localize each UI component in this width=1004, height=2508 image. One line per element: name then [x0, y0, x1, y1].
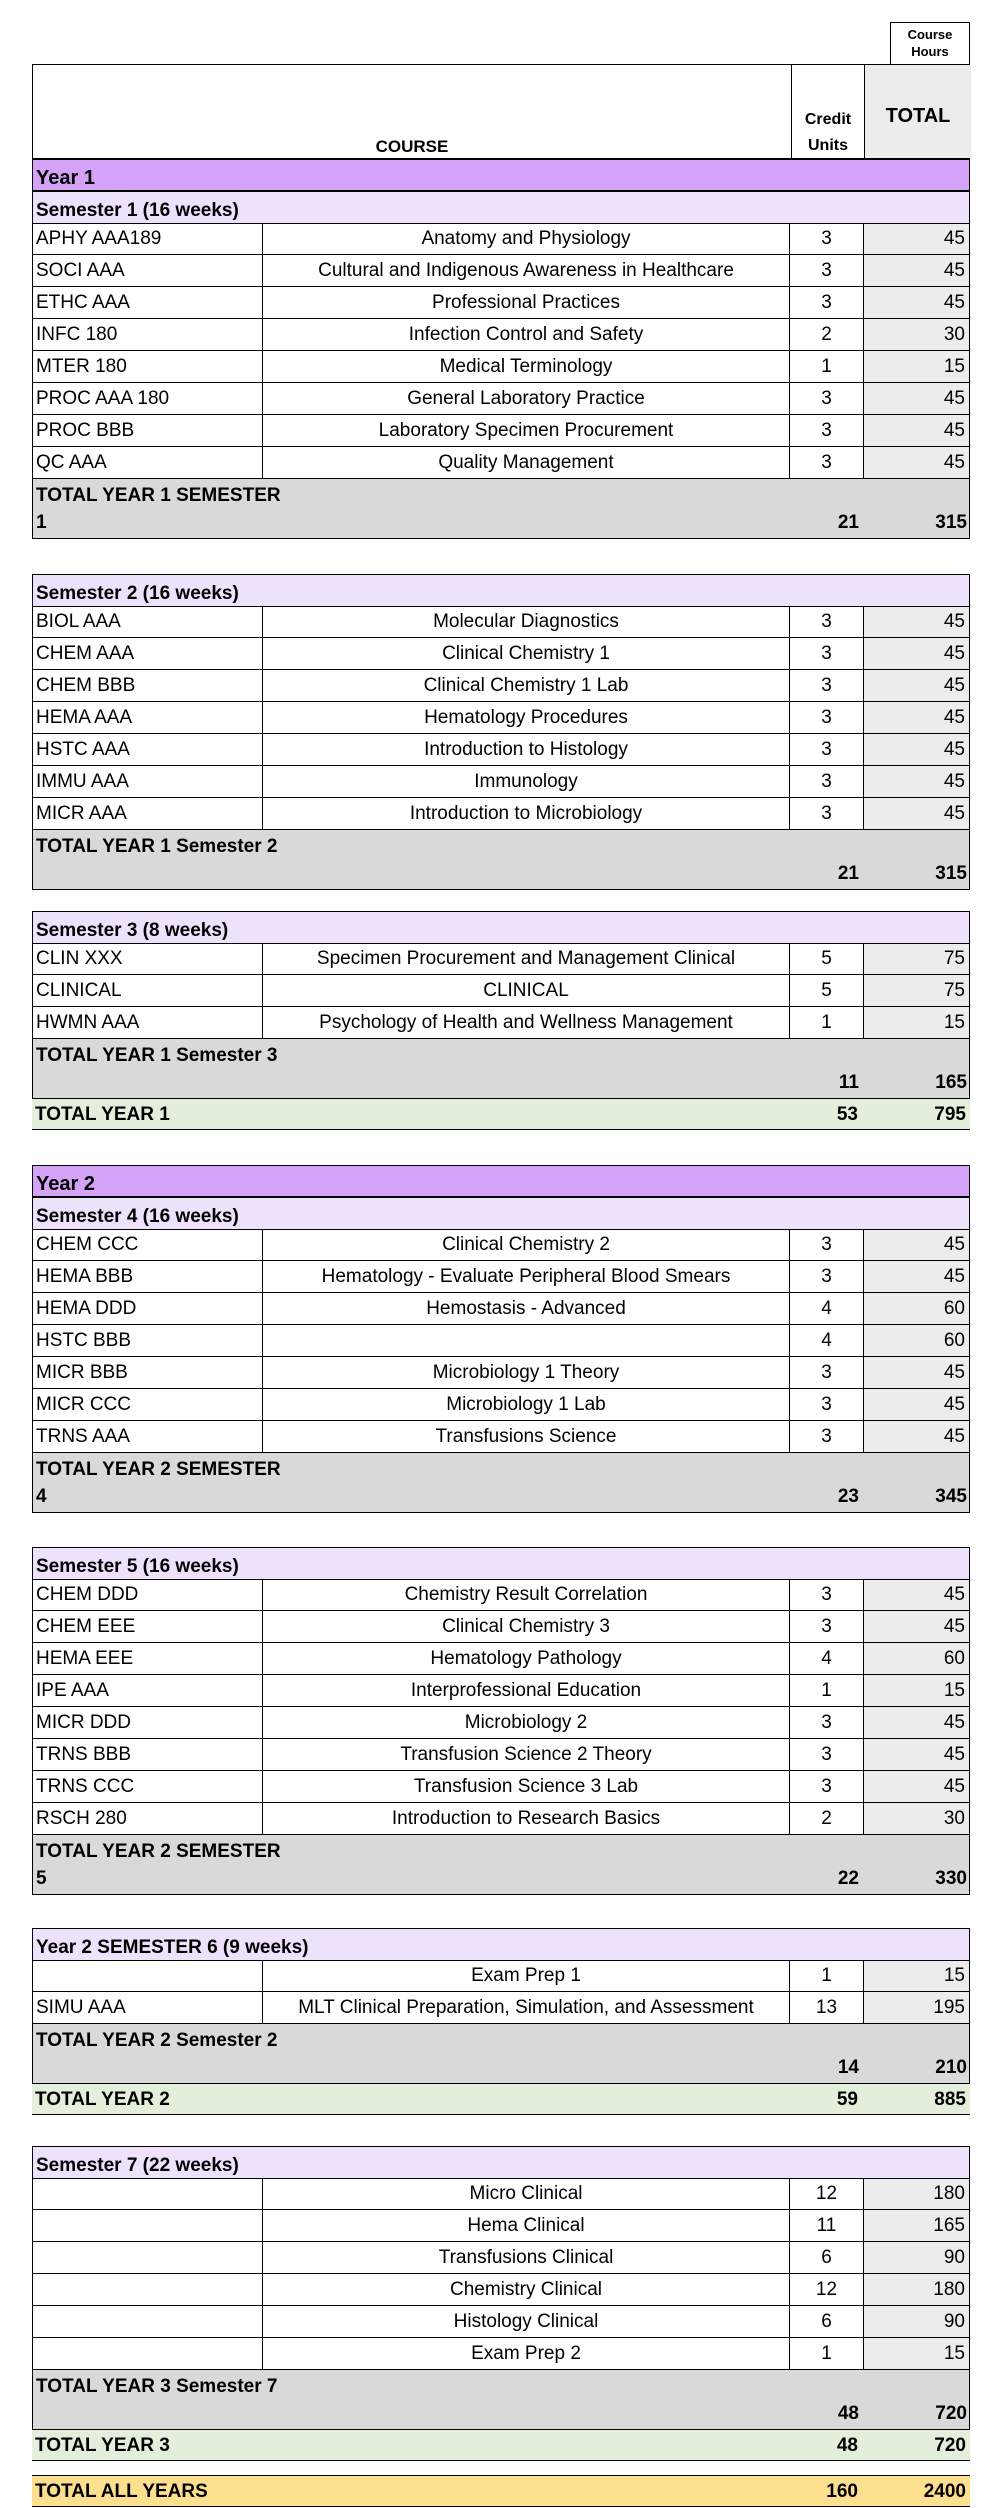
semester-2-header: Semester 2 (16 weeks) — [32, 574, 970, 606]
course-row — [32, 734, 970, 766]
semester-1-courses — [32, 223, 970, 479]
course-row — [32, 1675, 970, 1707]
course-code: QC AAA — [32, 447, 263, 478]
semester-3-header: Semester 3 (8 weeks) — [32, 911, 970, 943]
course-name: Micro Clinical — [263, 2179, 790, 2209]
course-code: HSTC AAA — [32, 734, 263, 765]
course-code: HEMA DDD — [32, 1293, 263, 1324]
course-row — [32, 1707, 970, 1739]
course-hours: 45 — [864, 734, 970, 765]
course-name: Transfusions Science — [263, 1421, 790, 1452]
course-code: APHY AAA189 — [32, 224, 263, 254]
course-hours: 60 — [864, 1293, 970, 1324]
course-row — [32, 798, 970, 830]
semester-total-label: TOTAL YEAR 3 Semester 7 — [36, 2376, 278, 2397]
course-hours: 15 — [864, 1961, 970, 1991]
course-credits: 3 — [790, 734, 864, 765]
course-credits: 1 — [790, 1675, 864, 1706]
course-code: HWMN AAA — [32, 1007, 263, 1038]
course-name: Hematology Pathology — [263, 1643, 790, 1674]
semester-total-hours: 210 — [935, 2057, 967, 2078]
course-name: CLINICAL — [263, 975, 790, 1006]
year-total-credits: 59 — [836, 2089, 858, 2110]
course-name: Interprofessional Education — [263, 1675, 790, 1706]
course-row — [32, 606, 970, 638]
course-name: Transfusion Science 3 Lab — [263, 1771, 790, 1802]
course-code: MTER 180 — [32, 351, 263, 382]
course-code: CHEM AAA — [32, 638, 263, 669]
course-hours: 45 — [864, 1421, 970, 1452]
semester-total-hours: 315 — [935, 512, 967, 533]
course-credits: 3 — [790, 415, 864, 446]
course-row — [32, 1229, 970, 1261]
semester-6-courses — [32, 1960, 970, 2024]
course-credits: 12 — [790, 2274, 864, 2305]
course-name: Immunology — [263, 766, 790, 797]
semester-total-hours: 330 — [935, 1868, 967, 1889]
semester-2-total — [32, 830, 970, 890]
credit-units-column-header: Credit Units — [791, 65, 865, 158]
course-hours: 165 — [864, 2210, 970, 2241]
course-name: Anatomy and Physiology — [263, 224, 790, 254]
course-hours: 45 — [864, 798, 970, 829]
course-row — [32, 1325, 970, 1357]
course-hours: 45 — [864, 702, 970, 733]
course-code: BIOL AAA — [32, 607, 263, 637]
semester-total-hours: 345 — [935, 1486, 967, 1507]
semester-total-label: TOTAL YEAR 1 Semester 2 — [36, 836, 278, 857]
course-code: CHEM DDD — [32, 1580, 263, 1610]
course-name: Hemostasis - Advanced — [263, 1293, 790, 1324]
course-hours: 45 — [864, 1771, 970, 1802]
course-name: MLT Clinical Preparation, Simulation, and Assessment — [263, 1992, 790, 2023]
semester-total-hours: 315 — [935, 863, 967, 884]
course-name: Quality Management — [263, 447, 790, 478]
course-code: SOCI AAA — [32, 255, 263, 286]
semester-total-credits: 23 — [837, 1486, 859, 1507]
course-hours: 45 — [864, 607, 970, 637]
course-row — [32, 1739, 970, 1771]
course-code: MICR AAA — [32, 798, 263, 829]
course-row — [32, 1992, 970, 2024]
semester-1-total — [32, 479, 970, 539]
course-row — [32, 255, 970, 287]
course-name: Psychology of Health and Wellness Management — [263, 1007, 790, 1038]
course-credits: 2 — [790, 1803, 864, 1834]
course-name: Exam Prep 1 — [263, 1961, 790, 1991]
course-name: Microbiology 2 — [263, 1707, 790, 1738]
course-row — [32, 702, 970, 734]
year-total-label: TOTAL YEAR 1 — [35, 1104, 170, 1125]
course-name: Laboratory Specimen Procurement — [263, 415, 790, 446]
semester-4-courses — [32, 1229, 970, 1453]
semester-total-hours: 720 — [935, 2403, 967, 2424]
course-credits: 3 — [790, 670, 864, 701]
course-hours: 15 — [864, 2338, 970, 2369]
course-row — [32, 2338, 970, 2370]
semester-5-total — [32, 1835, 970, 1895]
course-row — [32, 351, 970, 383]
course-credits: 13 — [790, 1992, 864, 2023]
course-hours: 45 — [864, 670, 970, 701]
course-hours: 45 — [864, 415, 970, 446]
semester-6-header: Year 2 SEMESTER 6 (9 weeks) — [32, 1928, 970, 1960]
course-credits: 3 — [790, 447, 864, 478]
course-name: Transfusion Science 2 Theory — [263, 1739, 790, 1770]
course-hours: 45 — [864, 1230, 970, 1260]
course-column-header: COURSE — [375, 137, 449, 156]
year-total-credits: 48 — [836, 2435, 858, 2456]
course-name: Specimen Procurement and Management Clinical — [263, 944, 790, 974]
semester-5-header: Semester 5 (16 weeks) — [32, 1547, 970, 1579]
course-row — [32, 223, 970, 255]
course-credits: 12 — [790, 2179, 864, 2209]
course-credits: 1 — [790, 1961, 864, 1991]
course-hours: 45 — [864, 224, 970, 254]
course-code: IMMU AAA — [32, 766, 263, 797]
course-code — [32, 1961, 263, 1991]
course-hours: 45 — [864, 255, 970, 286]
semester-4-header: Semester 4 (16 weeks) — [32, 1197, 970, 1229]
course-credits: 3 — [790, 383, 864, 414]
course-name: Chemistry Result Correlation — [263, 1580, 790, 1610]
course-credits: 4 — [790, 1643, 864, 1674]
course-credits: 4 — [790, 1325, 864, 1356]
course-hours: 60 — [864, 1325, 970, 1356]
semester-total-credits: 14 — [837, 2057, 859, 2078]
course-row — [32, 766, 970, 798]
course-credits: 6 — [790, 2242, 864, 2273]
grand-total-hours: 2400 — [923, 2481, 966, 2502]
course-credits: 1 — [790, 1007, 864, 1038]
course-row — [32, 1389, 970, 1421]
course-hours: 180 — [864, 2274, 970, 2305]
semester-total-hours: 165 — [935, 1072, 967, 1093]
course-code: MICR CCC — [32, 1389, 263, 1420]
course-row — [32, 2178, 970, 2210]
course-credits: 3 — [790, 255, 864, 286]
course-hours: 75 — [864, 975, 970, 1006]
course-code — [32, 2242, 263, 2273]
course-code — [32, 2306, 263, 2337]
course-name — [263, 1325, 790, 1356]
course-row — [32, 975, 970, 1007]
course-code: TRNS BBB — [32, 1739, 263, 1770]
course-name: Clinical Chemistry 2 — [263, 1230, 790, 1260]
semester-5-courses — [32, 1579, 970, 1835]
course-hours: 45 — [864, 638, 970, 669]
course-code: TRNS CCC — [32, 1771, 263, 1802]
course-row — [32, 1611, 970, 1643]
column-header-row — [32, 64, 970, 159]
course-row — [32, 1771, 970, 1803]
course-row — [32, 2242, 970, 2274]
course-row — [32, 383, 970, 415]
course-code: MICR DDD — [32, 1707, 263, 1738]
course-hours-header: Course Hours — [890, 22, 970, 64]
course-row — [32, 1357, 970, 1389]
course-credits: 3 — [790, 702, 864, 733]
course-code: IPE AAA — [32, 1675, 263, 1706]
course-name: Molecular Diagnostics — [263, 607, 790, 637]
course-code: TRNS AAA — [32, 1421, 263, 1452]
course-name: Introduction to Microbiology — [263, 798, 790, 829]
course-row — [32, 1643, 970, 1675]
course-credits: 5 — [790, 944, 864, 974]
course-credits: 6 — [790, 2306, 864, 2337]
year-2-header: Year 2 — [32, 1165, 970, 1197]
course-hours: 30 — [864, 319, 970, 350]
course-name: Exam Prep 2 — [263, 2338, 790, 2369]
course-credits: 3 — [790, 1357, 864, 1388]
semester-1-header: Semester 1 (16 weeks) — [32, 191, 970, 223]
course-row — [32, 2306, 970, 2338]
course-credits: 3 — [790, 1739, 864, 1770]
course-name: Introduction to Histology — [263, 734, 790, 765]
year-total-label: TOTAL YEAR 3 — [35, 2435, 170, 2456]
course-name: Hema Clinical — [263, 2210, 790, 2241]
course-credits: 3 — [790, 1707, 864, 1738]
semester-6-total — [32, 2024, 970, 2084]
course-credits: 1 — [790, 2338, 864, 2369]
year-total-hours: 795 — [934, 1104, 966, 1125]
course-hours: 45 — [864, 766, 970, 797]
course-hours: 45 — [864, 1707, 970, 1738]
semester-total-label: TOTAL YEAR 1 Semester 3 — [36, 1045, 278, 1066]
semester-7-courses — [32, 2178, 970, 2370]
course-code: HEMA AAA — [32, 702, 263, 733]
course-credits: 3 — [790, 224, 864, 254]
course-credits: 3 — [790, 798, 864, 829]
course-code: HSTC BBB — [32, 1325, 263, 1356]
course-name: Microbiology 1 Theory — [263, 1357, 790, 1388]
course-code: CLINICAL — [32, 975, 263, 1006]
grand-total-row — [32, 2475, 970, 2507]
course-hours: 45 — [864, 1261, 970, 1292]
course-row — [32, 2210, 970, 2242]
course-code: MICR BBB — [32, 1357, 263, 1388]
course-row — [32, 1421, 970, 1453]
course-name: Clinical Chemistry 3 — [263, 1611, 790, 1642]
course-name: Medical Terminology — [263, 351, 790, 382]
course-row — [32, 415, 970, 447]
course-name: Hematology Procedures — [263, 702, 790, 733]
course-hours: 180 — [864, 2179, 970, 2209]
course-code — [32, 2210, 263, 2241]
course-code — [32, 2179, 263, 2209]
course-credits: 2 — [790, 319, 864, 350]
course-credits: 3 — [790, 638, 864, 669]
course-hours: 45 — [864, 287, 970, 318]
course-credits: 5 — [790, 975, 864, 1006]
grand-total-credits: 160 — [826, 2481, 858, 2502]
course-hours: 60 — [864, 1643, 970, 1674]
year-total-hours: 720 — [934, 2435, 966, 2456]
semester-total-credits: 21 — [837, 512, 859, 533]
course-code: CLIN XXX — [32, 944, 263, 974]
course-name: Microbiology 1 Lab — [263, 1389, 790, 1420]
semester-total-credits: 48 — [837, 2403, 859, 2424]
course-credits: 4 — [790, 1293, 864, 1324]
course-hours: 45 — [864, 1357, 970, 1388]
course-credits: 11 — [790, 2210, 864, 2241]
course-name: Clinical Chemistry 1 Lab — [263, 670, 790, 701]
course-hours: 45 — [864, 1389, 970, 1420]
course-hours: 45 — [864, 447, 970, 478]
course-hours: 45 — [864, 1611, 970, 1642]
course-row — [32, 670, 970, 702]
course-code: RSCH 280 — [32, 1803, 263, 1834]
course-name: Infection Control and Safety — [263, 319, 790, 350]
year-3-total — [32, 2430, 970, 2461]
course-code — [32, 2338, 263, 2369]
course-hours: 45 — [864, 1739, 970, 1770]
year-1-header: Year 1 — [32, 159, 970, 191]
course-code: HEMA BBB — [32, 1261, 263, 1292]
course-row — [32, 1803, 970, 1835]
course-code: ETHC AAA — [32, 287, 263, 318]
course-code: CHEM BBB — [32, 670, 263, 701]
course-name: General Laboratory Practice — [263, 383, 790, 414]
semester-total-credits: 22 — [837, 1868, 859, 1889]
course-code: SIMU AAA — [32, 1992, 263, 2023]
course-code — [32, 2274, 263, 2305]
course-row — [32, 1579, 970, 1611]
semester-total-credits: 11 — [838, 1072, 859, 1093]
course-hours: 45 — [864, 1580, 970, 1610]
course-row — [32, 2274, 970, 2306]
course-credits: 3 — [790, 607, 864, 637]
year-total-label: TOTAL YEAR 2 — [35, 2089, 170, 2110]
course-row — [32, 1261, 970, 1293]
course-hours: 15 — [864, 1007, 970, 1038]
year-2-total — [32, 2084, 970, 2115]
course-row — [32, 1007, 970, 1039]
course-code: HEMA EEE — [32, 1643, 263, 1674]
semester-3-courses — [32, 943, 970, 1039]
course-row — [32, 638, 970, 670]
course-name: Professional Practices — [263, 287, 790, 318]
course-credits: 3 — [790, 766, 864, 797]
course-row — [32, 943, 970, 975]
course-hours: 45 — [864, 383, 970, 414]
semester-total-credits: 21 — [837, 863, 859, 884]
course-hours: 30 — [864, 1803, 970, 1834]
course-name: Transfusions Clinical — [263, 2242, 790, 2273]
course-row — [32, 287, 970, 319]
course-row — [32, 319, 970, 351]
header-top — [32, 22, 970, 64]
course-row — [32, 447, 970, 479]
course-name: Chemistry Clinical — [263, 2274, 790, 2305]
course-name: Clinical Chemistry 1 — [263, 638, 790, 669]
course-credits: 3 — [790, 1261, 864, 1292]
semester-2-courses — [32, 606, 970, 830]
course-hours: 15 — [864, 1675, 970, 1706]
course-code: CHEM CCC — [32, 1230, 263, 1260]
course-code: INFC 180 — [32, 319, 263, 350]
course-credits: 3 — [790, 1421, 864, 1452]
semester-7-total — [32, 2370, 970, 2430]
course-hours: 90 — [864, 2242, 970, 2273]
semester-4-total — [32, 1453, 970, 1513]
course-credits: 1 — [790, 351, 864, 382]
course-name: Histology Clinical — [263, 2306, 790, 2337]
course-credits: 3 — [790, 1611, 864, 1642]
course-hours: 15 — [864, 351, 970, 382]
year-total-credits: 53 — [836, 1104, 858, 1125]
course-code: CHEM EEE — [32, 1611, 263, 1642]
year-1-total — [32, 1099, 970, 1130]
course-hours: 195 — [864, 1992, 970, 2023]
course-row — [32, 1293, 970, 1325]
course-credits: 3 — [790, 1580, 864, 1610]
course-code: PROC AAA 180 — [32, 383, 263, 414]
course-credits: 3 — [790, 1230, 864, 1260]
course-credits: 3 — [790, 287, 864, 318]
course-name: Hematology - Evaluate Peripheral Blood Smears — [263, 1261, 790, 1292]
course-code: PROC BBB — [32, 415, 263, 446]
grand-total-label: TOTAL ALL YEARS — [35, 2481, 208, 2502]
course-hours: 90 — [864, 2306, 970, 2337]
total-column-header: TOTAL — [865, 65, 971, 158]
semester-total-label: TOTAL YEAR 2 SEMESTER 5 — [36, 1841, 281, 1889]
course-name: Cultural and Indigenous Awareness in Healthcare — [263, 255, 790, 286]
semester-total-label: TOTAL YEAR 2 SEMESTER 4 — [36, 1459, 281, 1507]
semester-3-total — [32, 1039, 970, 1099]
semester-total-label: TOTAL YEAR 1 SEMESTER 1 — [36, 485, 281, 533]
semester-total-label: TOTAL YEAR 2 Semester 2 — [36, 2030, 278, 2051]
course-credits: 3 — [790, 1389, 864, 1420]
year-total-hours: 885 — [934, 2089, 966, 2110]
course-name: Introduction to Research Basics — [263, 1803, 790, 1834]
course-row — [32, 1960, 970, 1992]
course-credits: 3 — [790, 1771, 864, 1802]
course-hours: 75 — [864, 944, 970, 974]
semester-7-header: Semester 7 (22 weeks) — [32, 2146, 970, 2178]
